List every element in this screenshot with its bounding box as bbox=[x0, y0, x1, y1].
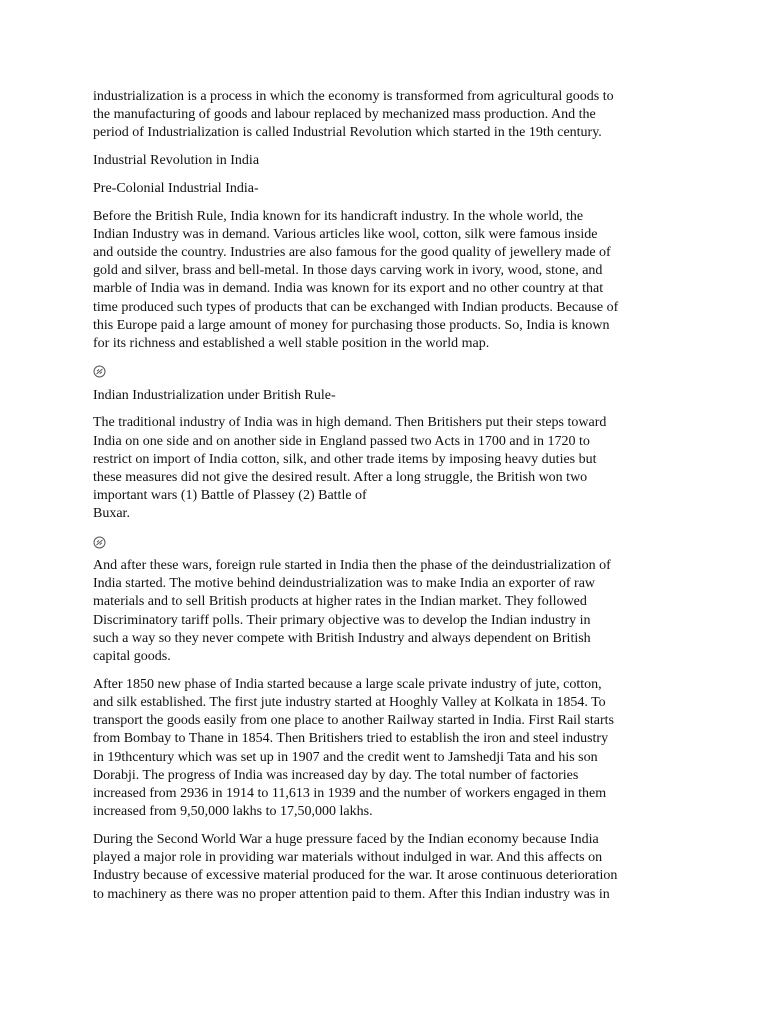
british-rule-paragraph: The traditional industry of India was in high demand. Then Britishers put their steps toward India on one side and on another side in England passed two Acts in 1700 and in 1720 to restrict on import of India cotton, silk, and other trade items by imposing heavy duties but these measures did not give the desired result. After a long struggle, the British won two important wars (1) Battle of Plassey (2) Battle of Buxar. bbox=[93, 415, 607, 522]
section-heading-pre-colonial: Pre-Colonial Industrial India- bbox=[93, 180, 259, 196]
section-heading-british-rule: Indian Industrialization under British Rule- bbox=[93, 387, 336, 403]
intro-paragraph: industrialization is a process in which the economy is transformed from agricultural goods to the manufacturing of goods and labour replaced by mechanized mass production. And the period of Industrialization is called Industrial Revolution which started in the 19th century. bbox=[93, 89, 614, 141]
post-1850-paragraph: After 1850 new phase of India started because a large scale private industry of jute, cotton, and silk established. The first jute industry started at Hooghly Valley at Kolkata in 1854. To transport the goods easily from one place to another Railway started in India. First Rail starts from Bombay to Thane in 1854. Then Britishers tried to establish the iron and steel industry in 19thcentury which was set up in 1907 and the credit went to Jamshedji Tata and his son Dorabji. The progress of India was increased day by day. The total number of factories increased from 2936 in 1914 to 11,613 in 1939 and the number of workers engaged in them increased from 9,50,000 lakhs to 17,50,000 lakhs. bbox=[93, 676, 614, 820]
document-title: Industrial Revolution in India bbox=[93, 153, 260, 169]
broken-image-icon bbox=[93, 365, 106, 378]
image-placeholder-2 bbox=[93, 533, 683, 551]
pre-colonial-paragraph: Before the British Rule, India known for its handicraft industry. In the whole world, the Indian Industry was in demand. Various articles like wool, cotton, silk were famous inside and outside the country. Industries are also famous for the good quality of jewellery made of gold and silver, brass and bell-metal. In those days carving work in ivory, wood, stone, and marble of India was in demand. India was known for its export and no other country at that time produced such types of products that can be exchanged with Indian products. Because of this Europe paid a large amount of money for purchasing those products. So, India is known for its richness and established a well stable position in the world map. bbox=[93, 208, 619, 351]
broken-image-icon bbox=[93, 536, 106, 549]
world-war-paragraph: During the Second World War a huge pressure faced by the Indian economy because India played a major role in providing war materials without indulged in war. And this affects on Industry because of excessive material produced for the war. It arose continuous deterioration to machinery as there was no proper attention paid to them. After this Indian industry was in bbox=[93, 831, 618, 902]
image-placeholder-1 bbox=[93, 363, 683, 381]
deindustrialization-paragraph: And after these wars, foreign rule started in India then the phase of the deindustrialization of India started. The motive behind deindustrialization was to make India an exporter of raw materials and to sell British products at higher rates in the Indian market. They followed Discriminatory tariff polls. Their primary objective was to develop the Indian industry in such a way so they never compete with British Industry and always dependent on British capital goods. bbox=[93, 558, 611, 665]
document-page bbox=[93, 88, 683, 913]
